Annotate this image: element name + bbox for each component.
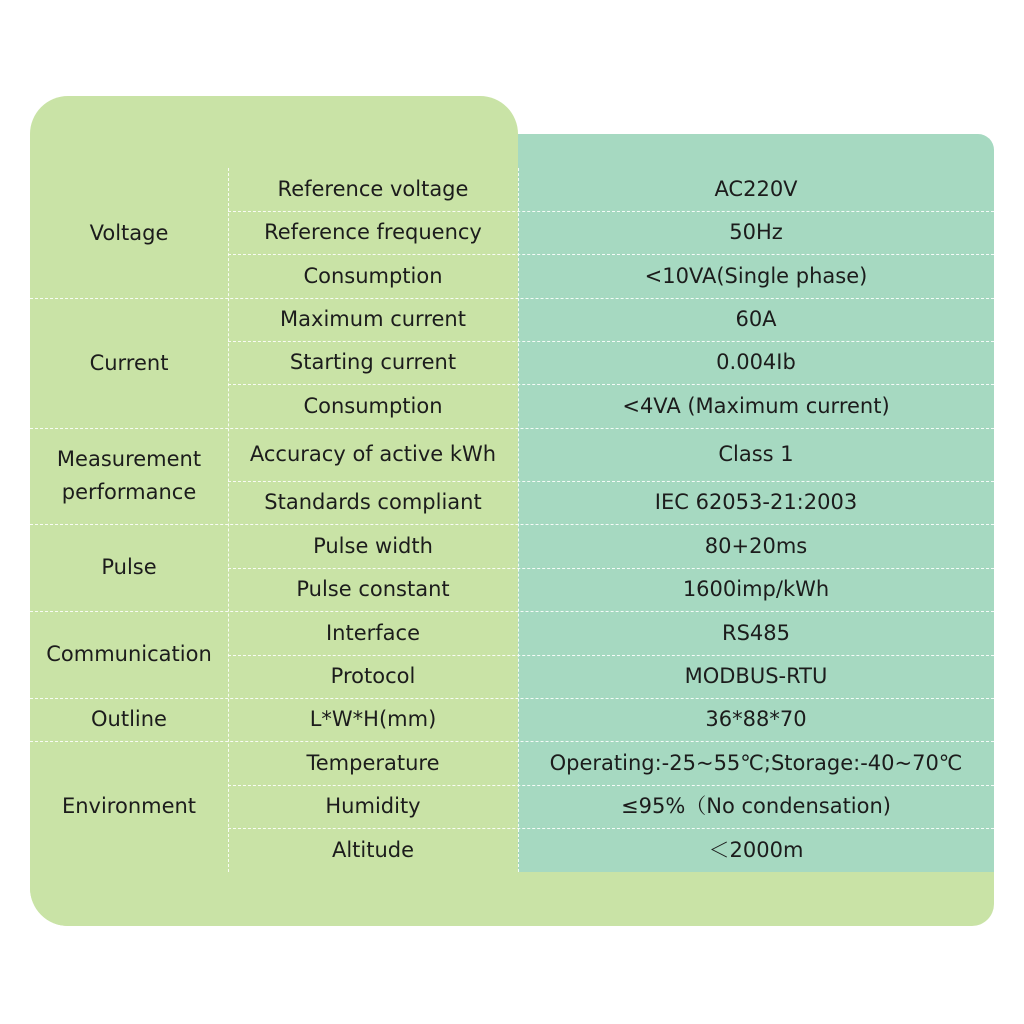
row-divider (30, 698, 994, 699)
parameter-value: 50Hz (729, 220, 783, 244)
parameter-label: Pulse width (313, 533, 433, 558)
row-divider (228, 828, 994, 829)
parameter-value: ≤95%（No condensation) (621, 794, 891, 818)
parameter-label: Reference frequency (264, 220, 482, 244)
parameter-value: 1600imp/kWh (682, 577, 830, 601)
row-divider (228, 655, 994, 656)
parameter-label: Consumption (303, 393, 443, 418)
parameter-label: Temperature (306, 750, 440, 775)
row-divider (228, 341, 994, 342)
parameter-label: Accuracy of active kWh (249, 442, 497, 466)
row-divider (228, 384, 994, 385)
row-divider (30, 428, 994, 429)
parameter-label: Starting current (289, 350, 457, 374)
column-divider-category (228, 168, 229, 872)
row-divider (228, 785, 994, 786)
category-label: Current (89, 350, 169, 375)
category-label: Outline (91, 707, 167, 731)
row-divider (30, 741, 994, 742)
parameter-value: 36*88*70 (705, 707, 807, 731)
row-divider (228, 211, 994, 212)
column-divider-value (518, 168, 519, 872)
category-label: Voltage (89, 220, 169, 245)
row-divider (228, 568, 994, 569)
parameter-value: MODBUS-RTU (684, 664, 828, 688)
parameter-label: Altitude (331, 837, 415, 862)
category-label: Pulse (101, 555, 157, 579)
parameter-value: <4VA (Maximum current) (622, 393, 890, 418)
parameter-label: L*W*H(mm) (309, 707, 437, 731)
parameter-label: Reference voltage (277, 177, 469, 201)
parameter-value: Class 1 (718, 442, 794, 466)
parameter-label: Maximum current (280, 307, 466, 331)
parameter-value: Operating:-25~55℃;Storage:-40~70℃ (549, 750, 963, 775)
category-label: Environment (61, 794, 197, 818)
parameter-label: Pulse constant (296, 577, 450, 601)
parameter-label: Interface (325, 620, 421, 645)
parameter-value: AC220V (714, 177, 798, 201)
specification-table (30, 168, 994, 872)
parameter-value: 80+20ms (704, 533, 808, 558)
parameter-label: Humidity (325, 794, 421, 818)
parameter-value: RS485 (721, 620, 790, 645)
parameter-value: <10VA(Single phase) (644, 263, 868, 288)
row-divider (30, 524, 994, 525)
parameter-value: ＜2000m (708, 837, 804, 862)
parameter-label: Standards compliant (264, 490, 482, 514)
parameter-value: 60A (735, 307, 777, 331)
category-label: Measurement performance (56, 447, 202, 504)
row-divider (30, 611, 994, 612)
category-label: Communication (46, 642, 212, 666)
row-divider (228, 254, 994, 255)
row-divider (30, 298, 994, 299)
bottom-panel-background (30, 872, 994, 926)
parameter-value: IEC 62053-21:2003 (654, 490, 858, 514)
row-divider (228, 481, 994, 482)
parameter-label: Consumption (303, 263, 443, 288)
parameter-value: 0.004Ib (716, 350, 796, 374)
parameter-label: Protocol (330, 664, 416, 688)
